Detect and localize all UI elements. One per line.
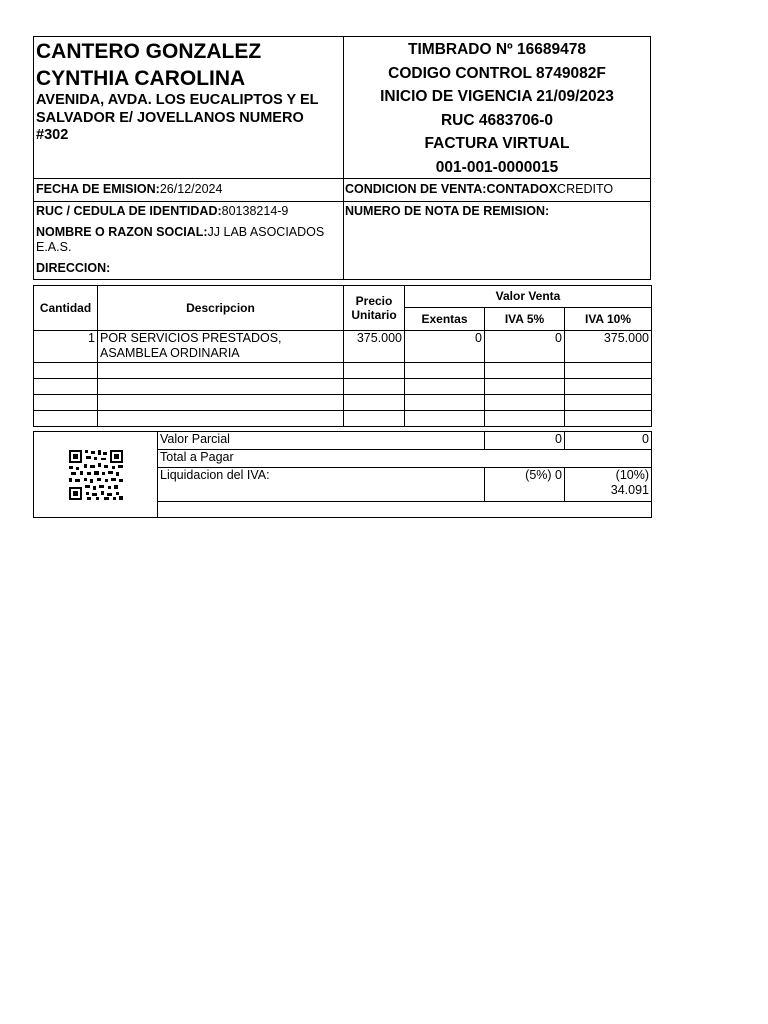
emission-date — [36, 182, 222, 197]
item-iva10: 375.000 — [565, 331, 652, 363]
remission-note-label: NUMERO DE NOTA DE REMISION: — [345, 204, 550, 218]
issuer-name-line1: CANTERO GONZALEZ — [36, 40, 262, 63]
sale-condition — [345, 182, 613, 197]
totals-table — [33, 431, 652, 518]
partial-row — [34, 432, 652, 450]
qr-cell — [34, 432, 158, 518]
customer-name-label: NOMBRE O RAZON SOCIAL: — [36, 225, 208, 239]
header-line — [33, 201, 651, 202]
customer-name-value: JJ LAB ASOCIADOS E.A.S. — [36, 225, 325, 254]
iva-liquidation-10-label: (10%) — [615, 468, 649, 482]
items-table — [33, 285, 652, 427]
issuer-ruc: RUC 4683706-0 — [440, 111, 553, 129]
sale-condition-label: CONDICION DE VENTA: — [345, 182, 487, 196]
col-exentas-header: Exentas — [405, 308, 485, 331]
col-cantidad-header: Cantidad — [34, 286, 98, 331]
issuer-name-line2: CYNTHIA CAROLINA — [36, 67, 246, 90]
customer-ruc-label: RUC / CEDULA DE IDENTIDAD: — [36, 204, 222, 218]
col-precio-header: Precio Unitario — [344, 286, 405, 331]
timbrado-number: TIMBRADO Nº 16689478 — [408, 41, 586, 58]
iva-liquidation-10-value: 34.091 — [610, 483, 649, 497]
total-label: Total a Pagar — [158, 450, 652, 468]
control-code: CODIGO CONTROL 8749082F — [388, 64, 606, 82]
validity-start: INICIO DE VIGENCIA 21/09/2023 — [380, 88, 614, 106]
item-exentas: 0 — [405, 331, 485, 363]
iva-liquidation-5: (5%) 0 — [485, 468, 565, 502]
customer-ruc — [36, 204, 288, 219]
col-iva10-header: IVA 10% — [565, 308, 652, 331]
document-type: FACTURA VIRTUAL — [424, 135, 570, 153]
item-iva5: 0 — [485, 331, 565, 363]
customer-name — [36, 225, 336, 255]
partial-label: Valor Parcial — [158, 432, 485, 450]
customer-address-label: DIRECCION: — [36, 261, 111, 275]
emission-date-value: 26/12/2024 — [159, 182, 223, 196]
issuer-name — [36, 38, 341, 92]
items-header-row — [34, 286, 652, 308]
stamp-block — [344, 38, 650, 180]
iva-liquidation-label: Liquidacion del IVA: — [158, 468, 485, 502]
partial-exentas: 0 — [485, 432, 565, 450]
customer-ruc-value: 80138214-9 — [221, 204, 289, 218]
emission-date-label: FECHA DE EMISION: — [36, 182, 160, 196]
item-precio: 375.000 — [344, 331, 405, 363]
col-valor-venta-header: Valor Venta — [405, 286, 652, 308]
col-iva5-header: IVA 5% — [485, 308, 565, 331]
invoice-number: 001-001-0000015 — [435, 158, 559, 176]
remission-note — [345, 204, 549, 219]
table-row-empty — [34, 363, 652, 379]
qr-code-icon — [68, 449, 124, 501]
item-cantidad: 1 — [34, 331, 98, 363]
customer-address — [36, 261, 110, 276]
table-row — [34, 331, 652, 363]
sale-condition-contado: CONTADOX — [486, 182, 558, 196]
issuer-address: AVENIDA, AVDA. LOS EUCALIPTOS Y EL SALVADOR E/ JOVELLANOS NUMERO #302 — [36, 92, 319, 143]
iva-liquidation-10 — [565, 468, 652, 502]
partial-iva5: 0 — [565, 432, 652, 450]
table-row-empty — [34, 411, 652, 427]
sale-condition-credito: CREDITO — [557, 182, 614, 196]
table-row-empty — [34, 395, 652, 411]
item-descripcion: POR SERVICIOS PRESTADOS, ASAMBLEA ORDINARIA — [98, 331, 344, 363]
col-descripcion-header: Descripcion — [98, 286, 344, 331]
table-row-empty — [34, 379, 652, 395]
